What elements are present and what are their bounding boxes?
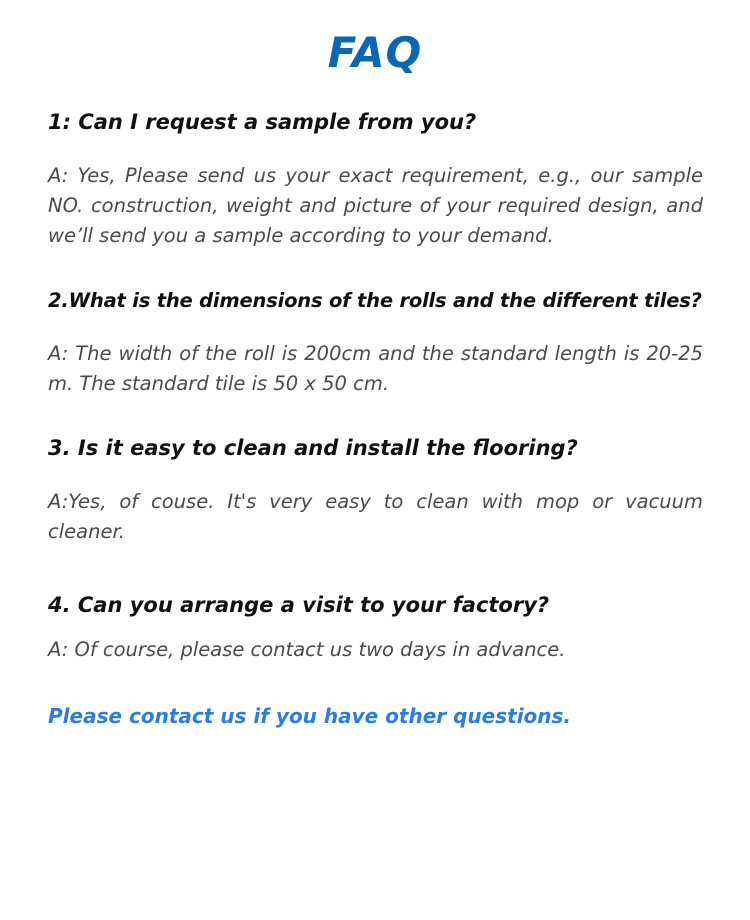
faq-question: 2.What is the dimensions of the rolls and the different tiles? [48,289,702,312]
faq-question: 3. Is it easy to clean and install the flooring? [48,436,578,460]
contact-prompt: Please contact us if you have other questions. [48,704,572,728]
faq-question: 1: Can I request a sample from you? [48,110,477,134]
faq-answer: A: Yes, Please send us your exact requirement, e.g., our sample NO. construction, weight and picture of your required design, and we’ll send you a sample according to your demand. [48,164,703,247]
faq-answer: A:Yes, of couse. It's very easy to clean with mop or vacuum cleaner. [48,490,703,543]
page-title: FAQ [327,28,423,77]
faq-answer: A: Of course, please contact us two days in advance. [48,638,566,661]
faq-answer: A: The width of the roll is 200cm and the standard length is 20-25 m. The standard tile is 50 x 50 cm. [48,342,703,395]
faq-question: 4. Can you arrange a visit to your factory? [48,593,550,617]
